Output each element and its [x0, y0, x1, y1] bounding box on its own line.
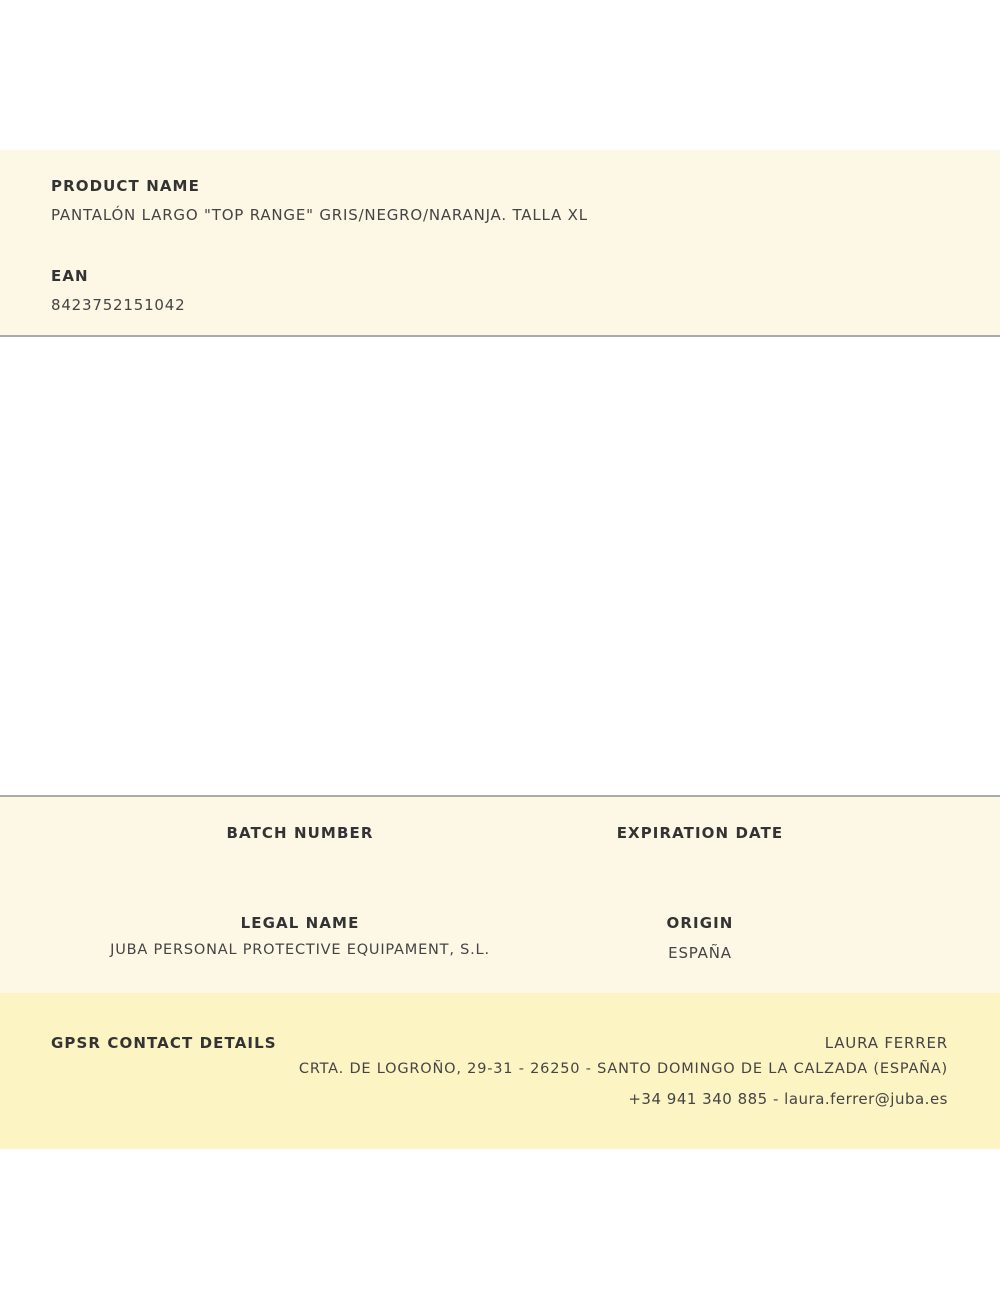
expiration-date-label: EXPIRATION DATE: [616, 824, 784, 842]
ean-label: EAN: [51, 267, 89, 285]
product-name-value: PANTALÓN LARGO "TOP RANGE" GRIS/NEGRO/NARANJA. TALLA XL: [51, 206, 588, 224]
origin-value: ESPAÑA: [668, 944, 732, 962]
gpsr-contact-section: [0, 993, 1000, 1149]
gpsr-contact-name: LAURA FERRER: [824, 1034, 948, 1052]
batch-number-label: BATCH NUMBER: [226, 824, 374, 842]
gpsr-contact-phone-email: +34 941 340 885 - laura.ferrer@juba.es: [628, 1090, 948, 1108]
product-name-label: PRODUCT NAME: [51, 177, 200, 195]
gpsr-contact-label: GPSR CONTACT DETAILS: [51, 1034, 277, 1052]
ean-value: 8423752151042: [51, 296, 186, 314]
legal-name-value: JUBA PERSONAL PROTECTIVE EQUIPAMENT, S.L.: [110, 942, 490, 958]
product-section: [0, 150, 1000, 337]
legal-name-label: LEGAL NAME: [240, 914, 360, 932]
details-section: [0, 795, 1000, 995]
origin-label: ORIGIN: [666, 914, 734, 932]
gpsr-contact-address: CRTA. DE LOGROÑO, 29-31 - 26250 - SANTO DOMINGO DE LA CALZADA (ESPAÑA): [298, 1061, 948, 1077]
